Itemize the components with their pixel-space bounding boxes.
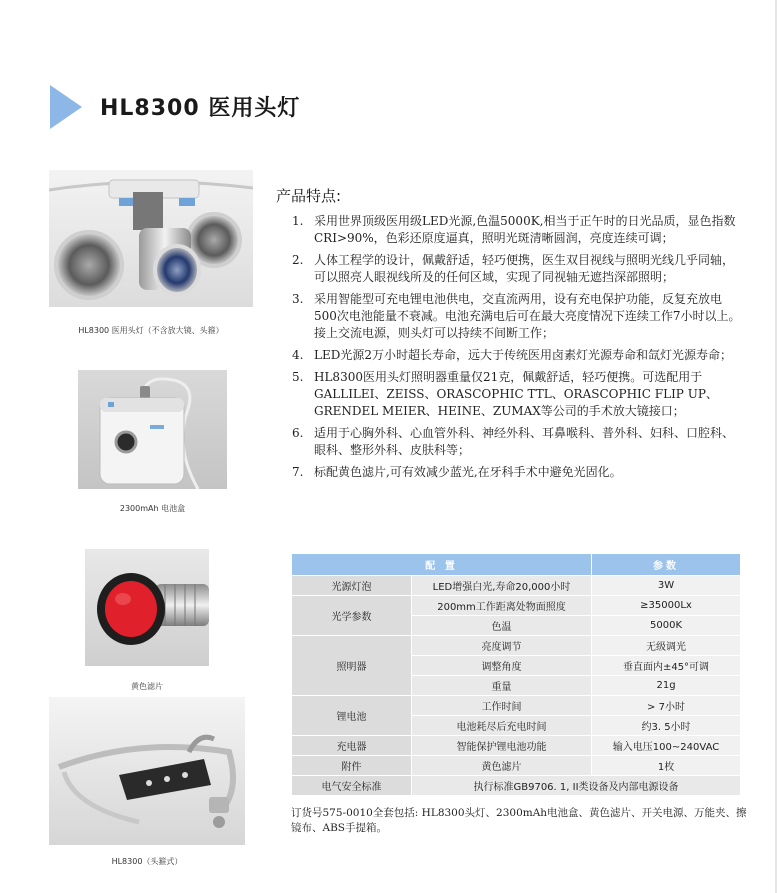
item-cell: 重量	[412, 676, 592, 696]
feature-item: 3. 采用智能型可充电锂电池供电，交直流两用，设有充电保护功能，反复充放电500次电池能量不衰减。电池充满电后可在最大亮度情况下连续工作7小时以上。接上交流电源，则头灯可以持续不间断工作；	[292, 292, 741, 340]
value-cell: 约3. 5小时	[592, 716, 741, 736]
feature-item: 6. 适用于心胸外科、心血管外科、神经外科、耳鼻喉科、普外科、妇科、口腔科、眼科、整形外科、皮肤科等；	[292, 426, 735, 457]
features-heading: 产品特点:	[276, 187, 342, 205]
table-row	[292, 576, 741, 596]
page-title: HL8300 医用头灯	[100, 96, 301, 121]
item-cell: 200mm工作距离处物面照度	[412, 596, 592, 616]
item-cell: 智能保护锂电池功能	[412, 736, 592, 756]
value-cell: ≥35000Lx	[592, 596, 741, 616]
title-arrow-icon	[50, 85, 82, 129]
spec-table	[291, 553, 741, 796]
item-cell: 黄色滤片	[412, 756, 592, 776]
group-cell: 光源灯泡	[292, 576, 412, 596]
feature-item: 7. 标配黄色滤片,可有效减少蓝光,在牙科手术中避免光固化。	[292, 465, 622, 479]
table-row	[292, 776, 741, 796]
item-cell: 电池耗尽后充电时间	[412, 716, 592, 736]
value-cell: 垂直面内±45°可调	[592, 656, 741, 676]
table-row	[292, 596, 741, 616]
feature-item: 4. LED光源2万小时超长寿命，远大于传统医用卤素灯光源寿命和氙灯光源寿命；	[292, 348, 732, 362]
table-row	[292, 736, 741, 756]
photo-yellow-filter	[85, 549, 209, 666]
caption-filter: 黄色滤片	[131, 682, 163, 691]
header-param: 参数	[592, 554, 741, 576]
group-cell: 充电器	[292, 736, 412, 756]
order-note: 订货号575-0010全套包括: HL8300头灯、2300mAh电池盒、黄色滤片、开关电源、万能夹、擦镜布、ABS手提箱。	[291, 807, 747, 834]
value-cell: 5000K	[592, 616, 741, 636]
table-row	[292, 636, 741, 656]
photo-battery-box	[78, 370, 227, 489]
photo-headband	[49, 697, 245, 845]
item-cell: 亮度调节	[412, 636, 592, 656]
item-cell: 工作时间	[412, 696, 592, 716]
header-config: 配 置	[292, 554, 592, 576]
group-cell: 电气安全标准	[292, 776, 412, 796]
item-cell: 调整角度	[412, 656, 592, 676]
group-cell: 锂电池	[292, 696, 412, 736]
feature-item: 5. HL8300医用头灯照明器重量仅21克，佩戴舒适，轻巧便携。可选配用于GALLILEI、ZEISS、ORASCOPHIC TTL、ORASCOPHIC FLIP UP、GRENDEL MEIER、HEINE、ZUMAX等公司的手术放大镜接口；	[292, 370, 718, 418]
value-cell: 1枚	[592, 756, 741, 776]
feature-item: 1. 采用世界顶级医用级LED光源,色温5000K,相当于正午时的日光品质，显色指数CRI>90%，色彩还原度逼真，照明光斑清晰圆润，亮度连续可调；	[292, 214, 736, 245]
value-cell: 无级调光	[592, 636, 741, 656]
value-cell: > 7小时	[592, 696, 741, 716]
group-cell: 照明器	[292, 636, 412, 696]
group-cell: 附件	[292, 756, 412, 776]
photo-headlight-loupes	[49, 170, 253, 307]
value-cell: 输入电压100~240VAC	[592, 736, 741, 756]
caption-headband: HL8300（头箍式）	[111, 857, 183, 866]
item-cell: 色温	[412, 616, 592, 636]
item-cell: LED增强白光,寿命20,000小时	[412, 576, 592, 596]
value-cell: 21g	[592, 676, 741, 696]
table-row	[292, 756, 741, 776]
caption-headlight: HL8300 医用头灯（不含放大镜、头箍）	[78, 326, 224, 335]
feature-item: 2. 人体工程学的设计，佩戴舒适，轻巧便携，医生双目视线与照明光线几乎同轴，可以照亮人眼视线所及的任何区域，实现了同视轴无遮挡深部照明；	[292, 253, 735, 284]
spec-table-header	[292, 554, 741, 576]
value-cell: 3W	[592, 576, 741, 596]
table-row	[292, 696, 741, 716]
group-cell: 光学参数	[292, 596, 412, 636]
safety-value-cell: 执行标准GB9706. 1, II类设备及内部电源设备	[412, 776, 741, 796]
caption-battery: 2300mAh 电池盒	[119, 504, 186, 513]
features-list	[292, 213, 742, 486]
